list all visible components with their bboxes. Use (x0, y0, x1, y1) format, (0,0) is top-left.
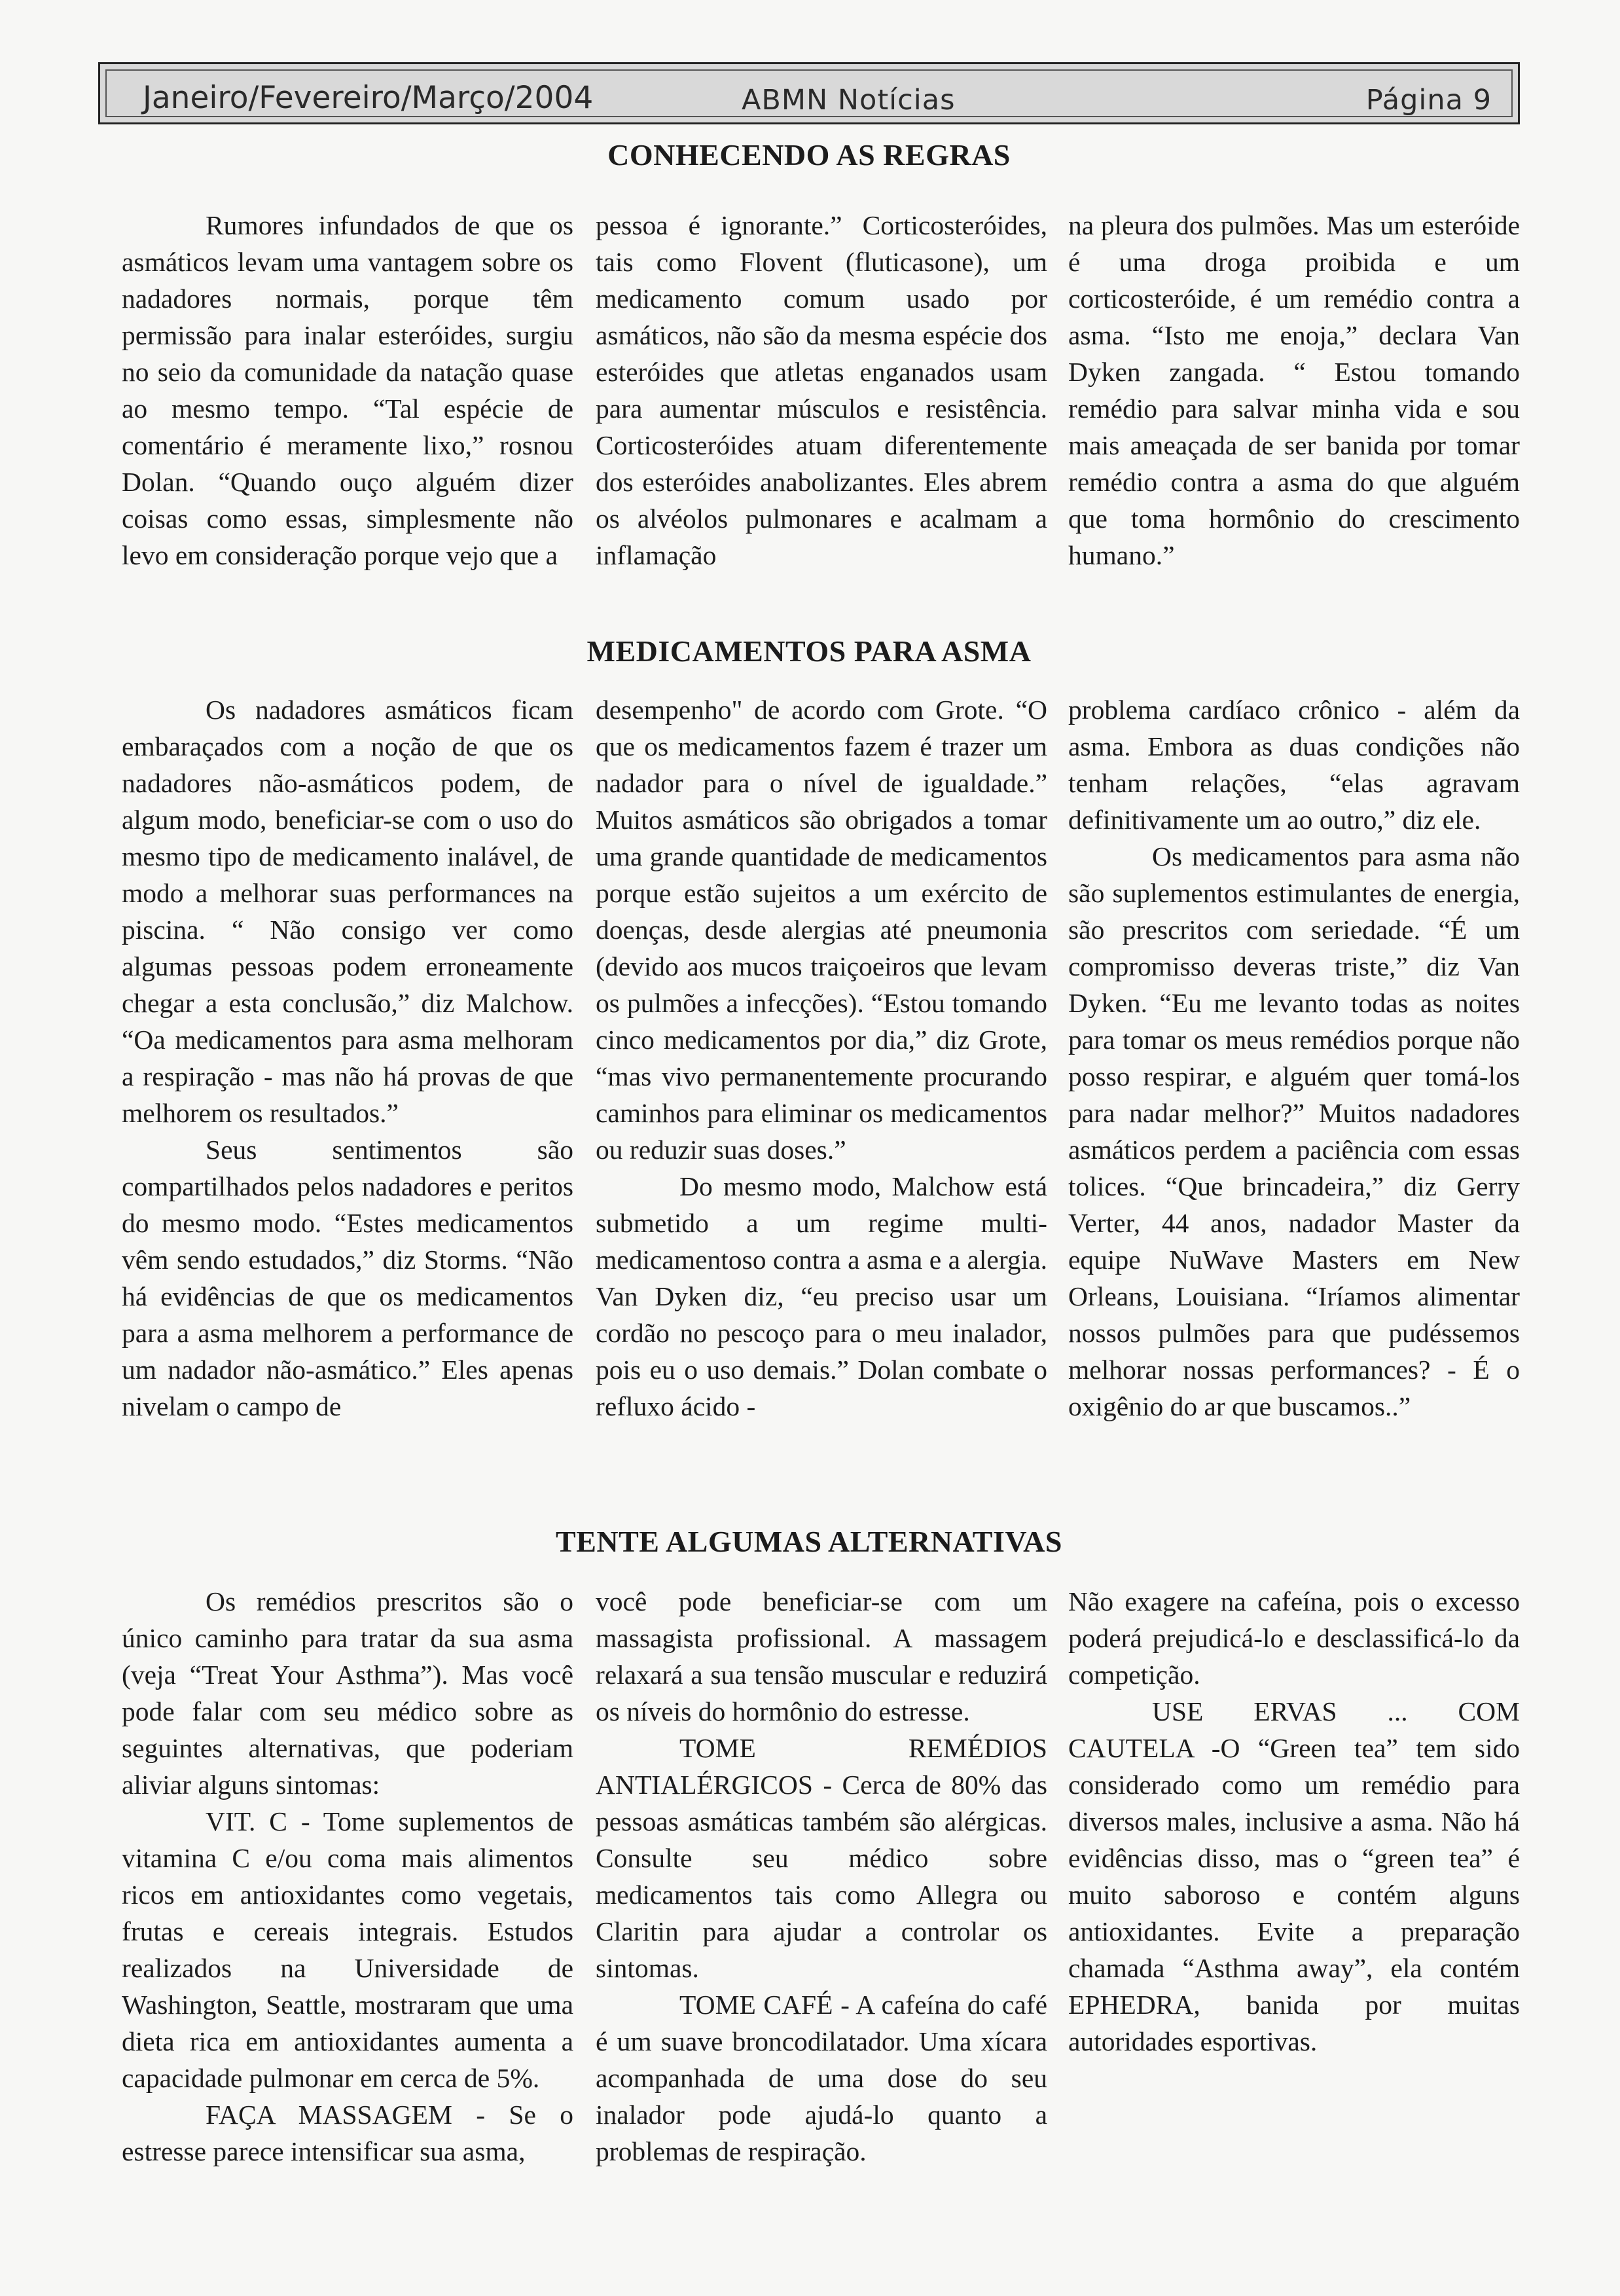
section-title-medicamentos-para-asma: MEDICAMENTOS PARA ASMA (586, 634, 1032, 668)
paragraph: Seus sentimentos são compartilhados pelos nadadores e peritos do mesmo modo. “Estes medicamentos vêm sendo estudados,” diz Storms. “Não há evidências de que os medicamentos para a asma melhorem a performance de um nadador não-asmático.” Eles apenas nivelam o campo de (122, 1135, 573, 1421)
paragraph: Os nadadores asmáticos ficam embaraçados com a noção de que os nadadores não-asmáticos podem, de algum modo, beneficiar-se com o uso do mesmo tipo de medicamento inalável, de modo a melhorar suas performances na piscina. “ Não consigo ver como algumas pessoas podem erroneamente chegar a esta conclusão,” diz Malchow. “Oa medicamentos para asma melhoram a respiração - mas não há provas de que melhorem os resultados.” (122, 695, 573, 1128)
paragraph: problema cardíaco crônico - além da asma. Embora as duas condições não tenham relações, “elas agravam definitivamente um ao outro,” diz ele. (1068, 695, 1520, 835)
section3-column1 (122, 1583, 573, 2170)
paragraph: Do mesmo modo, Malchow está submetido a um regime multi-medicamentoso contra a asma e a alergia. Van Dyken diz, “eu preciso usar um cordão no pescoço para o meu inalador, pois eu o uso demais.” Dolan combate o refluxo ácido - (596, 1171, 1047, 1421)
paragraph: na pleura dos pulmões. Mas um esteróide é uma droga proibida e um corticosteróide, é um remédio contra a asma. “Isto me enoja,” declara Van Dyken zangada. “ Estou tomando remédio para salvar minha vida e sou mais ameaçada de ser banida por tomar remédio contra a asma do que alguém que toma hormônio do crescimento humano.” (1068, 210, 1520, 570)
paragraph: USE ERVAS ... COM CAUTELA -O “Green tea” tem sido considerado como um remédio para diversos males, inclusive a asma. Não há evidências disso, mas o “green tea” é muito saboroso e contém alguns antioxidantes. Evite a preparação chamada “Asthma away”, ela contém EPHEDRA, banida por muitas autoridades esportivas. (1068, 1696, 1520, 2056)
paragraph: pessoa é ignorante.” Corticosteróides, tais como Flovent (fluticasone), um medicamento comum usado por asmáticos, não são da mesma espécie dos esteróides que atletas enganados usam para aumentar músculos e resistência. Corticosteróides atuam diferentemente dos esteróides anabolizantes. Eles abrem os alvéolos pulmonares e acalmam a inflamação (596, 210, 1047, 570)
section2-column2 (596, 691, 1047, 1425)
section1-column3 (1068, 207, 1520, 574)
paragraph: VIT. C - Tome suplementos de vitamina C e/ou coma mais alimentos ricos em antioxidantes como vegetais, frutas e cereais integrais. Estudos realizados na Universidade de Washington, Seattle, mostraram que uma dieta rica em antioxidantes aumenta a capacidade pulmonar em cerca de 5%. (122, 1806, 573, 2093)
paragraph: Os medicamentos para asma não são suplementos estimulantes de energia, são prescritos com seriedade. “É um compromisso deveras triste,” diz Van Dyken. “Eu me levanto todas as noites para tomar os meus remédios porque não posso respirar, e alguém quer tomá-los para nadar melhor?” Muitos nadadores asmáticos perdem a paciência com essas tolices. “Que brincadeira,” diz Gerry Verter, 44 anos, nadador Master da equipe NuWave Masters em New Orleans, Louisiana. “Iríamos alimentar nossos pulmões para que pudéssemos melhorar nossas performances? - É o oxigênio do ar que buscamos..” (1068, 841, 1520, 1421)
paragraph: desempenho" de acordo com Grote. “O que os medicamentos fazem é trazer um nadador para o nível de igualdade.” Muitos asmáticos são obrigados a tomar uma grande quantidade de medicamentos porque estão sujeitos a um exército de doenças, desde alergias até pneumonia (devido aos mucos traiçoeiros que levam os pulmões a infecções). “Estou tomando cinco medicamentos por dia,” diz Grote, “mas vivo permanentemente procurando caminhos para eliminar os medicamentos ou reduzir suas doses.” (596, 695, 1047, 1165)
paragraph: Rumores infundados de que os asmáticos levam uma vantagem sobre os nadadores normais, porque têm permissão para inalar esteróides, surgiu no seio da comunidade da natação quase ao mesmo tempo. “Tal espécie de comentário é meramente lixo,” rosnou Dolan. “Quando ouço alguém dizer coisas como essas, simplesmente não levo em consideração porque vejo que a (122, 210, 573, 570)
section3-column3 (1068, 1583, 1520, 2060)
paragraph: você pode beneficiar-se com um massagista profissional. A massagem relaxará a sua tensão muscular e reduzirá os níveis do hormônio do estresse. (596, 1586, 1047, 1726)
issue-date: Janeiro/Fevereiro/Março/2004 (143, 80, 594, 116)
paragraph: TOME REMÉDIOS ANTIALÉRGICOS - Cerca de 80% das pessoas asmáticas também são alérgicas. Consulte seu médico sobre medicamentos tais como Allegra ou Claritin para ajudar a controlar os sintomas. (596, 1733, 1047, 1983)
section3-column2 (596, 1583, 1047, 2170)
section2-column1 (122, 691, 573, 1425)
section1-column2 (596, 207, 1047, 574)
section1-column1 (122, 207, 573, 574)
publication-name: ABMN Notícias (742, 84, 956, 117)
header-inner-border (105, 69, 1513, 117)
paragraph: FAÇA MASSAGEM - Se o estresse parece intensificar sua asma, (122, 2100, 573, 2166)
section-title-conhecendo-as-regras: CONHECENDO AS REGRAS (607, 138, 1011, 172)
paragraph: Não exagere na cafeína, pois o excesso poderá prejudicá-lo e desclassificá-lo da competição. (1068, 1586, 1520, 1690)
section2-column3 (1068, 691, 1520, 1425)
page-number: Página 9 (1365, 84, 1492, 117)
paragraph: Os remédios prescritos são o único caminho para tratar da sua asma (veja “Treat Your Asthma”). Mas você pode falar com seu médico sobre as seguintes alternativas, que poderiam aliviar alguns sintomas: (122, 1586, 573, 1800)
paragraph: TOME CAFÉ - A cafeína do café é um suave broncodilatador. Uma xícara acompanhada de uma dose do seu inalador pode ajudá-lo quanto a problemas de respiração. (596, 1990, 1047, 2166)
page-header (98, 62, 1520, 124)
section-title-tente-algumas-alternativas: TENTE ALGUMAS ALTERNATIVAS (556, 1525, 1062, 1558)
